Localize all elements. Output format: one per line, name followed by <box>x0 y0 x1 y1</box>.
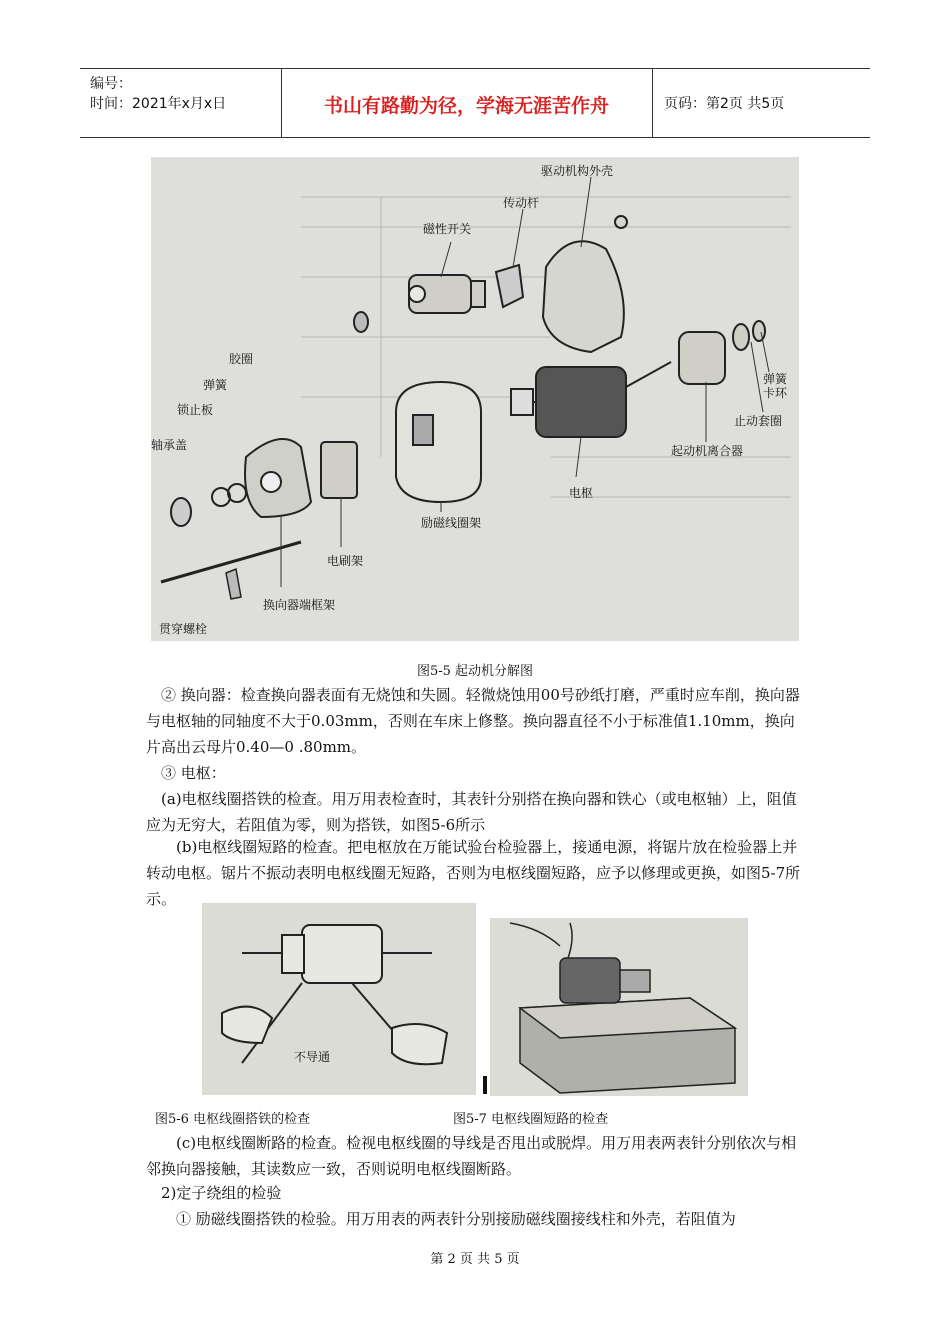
label-spring: 弹簧 <box>203 378 228 392</box>
end-frame-part <box>245 439 311 517</box>
label-stop-collar: 止动套圈 <box>734 414 783 428</box>
date-text: 时间：2021年x月x日 <box>90 96 227 112</box>
figure-caption-5-7: 图5-7 电枢线圈短路的检查 <box>453 1112 609 1127</box>
label-drive-lever: 传动杆 <box>503 196 540 210</box>
figure-ground-check <box>202 903 476 1095</box>
label-clutch: 起动机离合器 <box>671 444 744 458</box>
label-through-bolt: 贯穿螺栓 <box>159 622 208 636</box>
paragraph-armature-a: (a)电枢线圈搭铁的检查。用万用表检查时，其表针分别搭在换向器和铁心（或电枢轴）上，阻值应为无穷大，若阻值为零，则为搭铁，如图5-6所示 <box>146 790 797 834</box>
header-divider <box>652 69 653 137</box>
paragraph-stator-title: 2)定子绕组的检验 <box>161 1184 282 1202</box>
label-end-frame: 换向器端框架 <box>263 598 336 612</box>
brush-holder-part <box>321 442 357 498</box>
header-motto: 书山有路勤为径，学海无涯苦作舟 <box>323 95 609 117</box>
figure-short-check <box>490 918 748 1096</box>
header-page-number: 页码：第2页 共5页 <box>664 96 785 112</box>
ground-check-illustration <box>202 903 476 1095</box>
header-meta <box>90 74 280 114</box>
label-bearing-cover: 轴承盖 <box>151 438 188 452</box>
label-no-continuity: 不导通 <box>294 1050 331 1064</box>
label-field-frame: 励磁线圈架 <box>421 516 482 530</box>
label-solenoid: 磁性开关 <box>423 222 472 236</box>
figure-caption-5-6: 图5-6 电枢线圈搭铁的检查 <box>155 1112 311 1127</box>
paragraph-armature-b: (b)电枢线圈短路的检查。把电枢放在万能试验台检验器上，接通电源，将锯片放在检验器上并转动电枢。锯片不振动表明电枢线圈无短路，否则为电枢线圈短路，应予以修理或更换，如图5-7所示。 <box>146 838 801 908</box>
paragraph-commutator: ② 换向器：检查换向器表面有无烧蚀和失圆。轻微烧蚀用00号砂纸打磨，严重时应车削，换向器与电枢轴的同轴度不大于0.03mm，否则在车床上修整。换向器直径不小于标准值1.10mm，换向片高出云母片0.40—0 .80mm。 <box>146 686 800 756</box>
solenoid-part <box>409 275 485 313</box>
separator-mark <box>483 1076 487 1094</box>
paragraph-armature-c: (c)电枢线圈断路的检查。检视电枢线圈的导线是否甩出或脱焊。用万用表两表针分别依次与相邻换向器接触，其读数应一致，否则说明电枢线圈断路。 <box>146 1134 797 1178</box>
page-header <box>80 68 870 138</box>
label-drive-housing: 驱动机构外壳 <box>541 164 614 178</box>
label-brush-holder: 电刷架 <box>327 554 364 568</box>
label-lock-plate: 锁止板 <box>177 403 214 417</box>
figure-starter-exploded-view <box>151 157 799 641</box>
field-frame-part <box>396 382 481 502</box>
paragraph-armature-title: ③ 电枢： <box>161 764 226 782</box>
doc-number-label: 编号： <box>90 76 132 92</box>
label-spring-clip: 弹簧卡环 <box>763 372 788 400</box>
short-check-illustration <box>490 918 748 1096</box>
paragraph-stator-1: ① 励磁线圈搭铁的检验。用万用表的两表针分别接励磁线圈接线柱和外壳，若阻值为 <box>176 1210 736 1228</box>
starter-exploded-diagram <box>151 157 799 641</box>
label-rubber-ring: 胶圈 <box>229 352 254 366</box>
figure-caption-5-5: 图5-5 起动机分解图 <box>416 664 534 679</box>
page-footer: 第 2 页 共 5 页 <box>430 1252 520 1267</box>
label-armature: 电枢 <box>569 486 594 500</box>
